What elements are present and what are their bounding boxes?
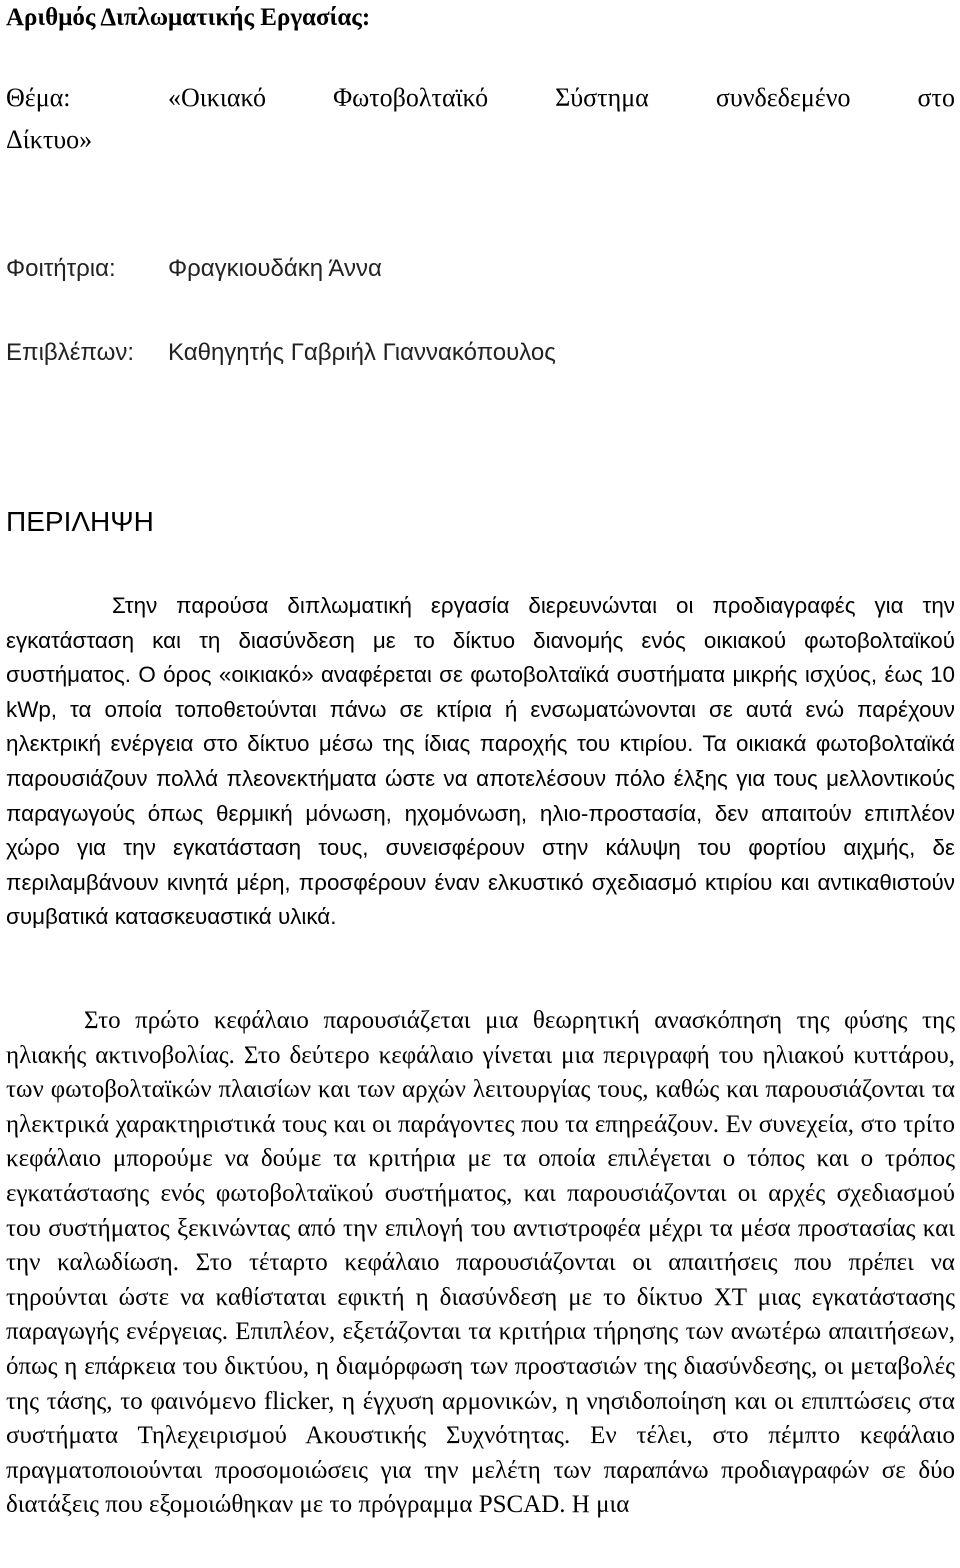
student-label: Φοιτήτρια: — [6, 255, 116, 282]
summary-paragraph-1-block — [6, 589, 955, 935]
thesis-number-label: Αριθμός Διπλωματικής Εργασίας: — [6, 4, 371, 31]
supervisor-label: Επιβλέπων: — [6, 339, 135, 366]
student-value: Φραγκιουδάκη Άννα — [168, 255, 382, 282]
summary-paragraph-1: Στην παρούσα διπλωματική εργασία διερευνώνται οι προδιαγραφές για την εγκατάσταση και τη διασύνδεση με το δίκτυο διανομής ενός οικιακού φωτοβολταϊκού συστήματος. Ο όρος «οικιακό» αναφέρεται σε φωτοβολταϊκά συστήματα μικρής ισχύος, έως 10 kWp, τα οποία τοποθετούνται πάνω σε κτίρια ή ενσωματώνονται σε αυτά ενώ παρέχουν ηλεκτρική ενέργεια στο δίκτυο μέσω της ίδιας παροχής του κτιρίου. Τα οικιακά φωτοβολταϊκά παρουσιάζουν πολλά πλεονεκτήματα ώστε να αποτελέσουν πόλο έλξης για τους μελλοντικούς παραγωγούς όπως θερμική μόνωση, ηχομόνωση, ηλιο-προστασία, δεν απαιτούν επιπλέον χώρο για την εγκατάσταση τους, συνεισφέρουν στην κάλυψη του φορτίου αιχμής, δε περιλαμβάνουν κινητά μέρη, προσφέρουν έναν ελκυστικό σχεδιασμό κτιρίου και αντικαθιστούν συμβατικά κατασκευαστικά υλικά. — [6, 593, 955, 930]
topic-value-line2: Δίκτυο» — [6, 125, 93, 154]
topic-label: Θέμα: — [6, 83, 71, 112]
topic-value-line1: «Οικιακό Φωτοβολταϊκό Σύστημα συνδεδεμένο στο — [168, 83, 955, 112]
summary-paragraph-2-block — [6, 1004, 955, 1523]
summary-heading: ΠΕΡΙΛΗΨΗ — [6, 506, 154, 537]
supervisor-value: Καθηγητής Γαβριήλ Γιαννακόπουλος — [168, 339, 556, 366]
summary-paragraph-2: Στο πρώτο κεφάλαιο παρουσιάζεται μια θεωρητική ανασκόπηση της φύσης της ηλιακής ακτινοβολίας. Στο δεύτερο κεφάλαιο γίνεται μια περιγραφή του ηλιακού κυττάρου, των φωτοβολταϊκών πλαισίων και των αρχών λειτουργίας τους, καθώς και παρουσιάζονται τα ηλεκτρικά χαρακτηριστικά τους και οι παράγοντες που τα επηρεάζουν. Εν συνεχεία, στο τρίτο κεφάλαιο μπορούμε να δούμε τα κριτήρια με τα οποία επιλέγεται ο τόπος και ο τρόπος εγκατάστασης ενός φωτοβολταϊκού συστήματος, και παρουσιάζονται οι αρχές σχεδιασμού του συστήματος ξεκινώντας από την επιλογή του αντιστροφέα μέχρι τα μέσα προστασίας και την καλωδίωση. Στο τέταρτο κεφάλαιο παρουσιάζονται οι απαιτήσεις που πρέπει να τηρούνται ώστε να καθίσταται εφικτή η διασύνδεση με το δίκτυο ΧΤ μιας εγκατάστασης παραγωγής ενέργειας. Επιπλέον, εξετάζονται τα κριτήρια τήρησης των ανωτέρω απαιτήσεων, όπως η επάρκεια του δικτύου, η διαμόρφωση των προστασιών της διασύνδεσης, οι μεταβολές της τάσης, το φαινόμενο flicker, η έγχυση αρμονικών, η νησιδοποίηση και οι επιπτώσεις στα συστήματα Τηλεχειρισμού Ακουστικής Συχνότητας. Εν τέλει, στο πέμπτο κεφάλαιο πραγματοποιούνται προσομοιώσεις για την μελέτη των παραπάνω προδιαγραφών σε δύο διατάξεις που εξομοιώθηκαν με το πρόγραμμα PSCAD. Η μια — [6, 1007, 955, 1519]
